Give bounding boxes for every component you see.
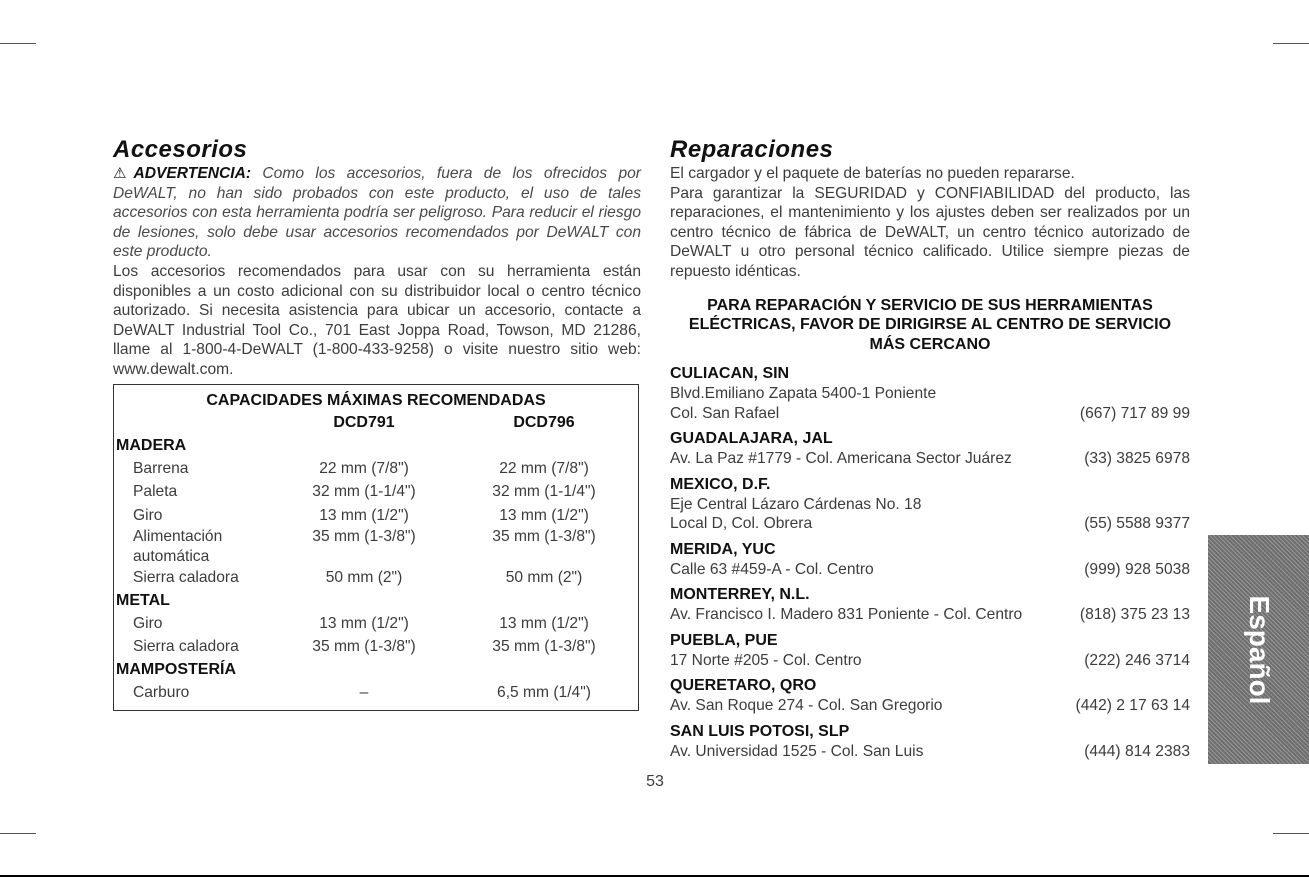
accessories-warning <box>113 164 641 262</box>
service-heading: PARA REPARACIÓN Y SERVICIO DE SUS HERRAMIENTAS ELÉCTRICAS, FAVOR DE DIRIGIRSE AL CENTRO DE SERVICIO MÁS CERCANO <box>688 296 1172 353</box>
location-name: MERIDA, YUC <box>670 540 776 558</box>
accessories-body: Los accesorios recomendados para usar con su herramienta están disponibles a un costo adicional con su distribuidor local o centro técnico autorizado. Si necesita asistencia para ubicar un accesorio, contacte a DeWALT Industrial Tool Co., 701 East Joppa Road, Towson, MD 21286, llame al 1-800-4-DeWALT (1-800-433-9258) o visite nuestro sitio web: www.dewalt.com. <box>113 262 641 378</box>
service-location: QUERETARO, QRO Av. San Roque 274 - Col. San Gregorio (442) 2 17 63 14 <box>670 677 1190 715</box>
table-row: Giro 13 mm (1/2") 13 mm (1/2") <box>133 614 589 632</box>
table-row: Sierra caladora 35 mm (1-3/8") 35 mm (1-3/8") <box>133 638 596 656</box>
service-location: MONTERREY, N.L. Av. Francisco I. Madero 831 Poniente - Col. Centro (818) 375 23 13 <box>670 586 1190 624</box>
location-phone: (222) 246 3714 <box>1084 651 1190 669</box>
table-group-metal: METAL <box>116 591 170 609</box>
service-location: SAN LUIS POTOSI, SLP Av. Universidad 1525 - Col. San Luis (444) 814 2383 <box>670 722 1190 760</box>
crop-mark-bottom-left <box>0 833 36 834</box>
table-row: Alimentación automática 35 mm (1-3/8") 35 mm (1-3/8") <box>133 528 596 565</box>
repairs-section <box>670 136 1190 761</box>
service-location: GUADALAJARA, JAL Av. La Paz #1779 - Col. Americana Sector Juárez (33) 3825 6978 <box>670 430 1190 468</box>
capacities-table-models <box>114 411 638 435</box>
location-name: CULIACAN, SIN <box>670 365 790 383</box>
crop-mark-bottom-right <box>1273 833 1309 834</box>
service-location: CULIACAN, SIN Blvd.Emiliano Zapata 5400-1 Poniente Col. San Rafael (667) 717 89 99 <box>670 365 1190 422</box>
location-name: QUERETARO, QRO <box>670 677 817 695</box>
warning-label: ADVERTENCIA: <box>133 165 252 182</box>
service-location: MEXICO, D.F. Eje Central Lázaro Cárdenas No. 18 Local D, Col. Obrera (55) 5588 9377 <box>670 475 1190 533</box>
table-group-madera: MADERA <box>116 436 187 454</box>
location-phone: (667) 717 89 99 <box>1079 404 1190 422</box>
repairs-paragraph-1: El cargador y el paquete de baterías no pueden repararse. <box>670 165 1075 182</box>
location-name: PUEBLA, PUE <box>670 631 778 649</box>
language-side-tab-label: Español <box>1243 595 1275 704</box>
warning-triangle-icon: ⚠ <box>113 165 134 182</box>
location-phone: (33) 3825 6978 <box>1084 450 1190 468</box>
table-row: Barrena 22 mm (7/8") 22 mm (7/8") <box>133 459 589 477</box>
table-row: Sierra caladora 50 mm (2") 50 mm (2") <box>133 569 583 587</box>
table-group-mamposteria: MAMPOSTERÍA <box>116 660 236 678</box>
model-header-2: DCD796 <box>513 413 575 431</box>
location-name: MONTERREY, N.L. <box>670 586 810 604</box>
service-location: PUEBLA, PUE 17 Norte #205 - Col. Centro (222) 246 3714 <box>670 631 1190 669</box>
accessories-section <box>113 136 641 711</box>
location-phone: (999) 928 5038 <box>1084 560 1190 578</box>
repairs-paragraph-2: Para garantizar la SEGURIDAD y CONFIABILIDAD del producto, las reparaciones, el mantenimiento y los ajustes deben ser realizados por un centro técnico de fábrica de DeWALT, un centro técnico autorizado de DeWALT u otro personal técnico calificado. Utilice siempre piezas de repuesto idénticas. <box>670 184 1190 280</box>
service-location: MERIDA, YUC Calle 63 #459-A - Col. Centro (999) 928 5038 <box>670 540 1190 578</box>
location-phone: (444) 814 2383 <box>1084 742 1190 760</box>
warning-text: Como los accesorios, fuera de los ofrecidos por DeWALT, no han sido probados con este producto, el uso de tales accesorios con esta herramienta podría ser peligroso. Para reducir el riesgo de lesiones, solo debe usar accesorios recomendados por DeWALT con este producto. <box>113 165 641 261</box>
location-phone: (818) 375 23 13 <box>1079 606 1190 624</box>
table-row: Paleta 32 mm (1-1/4") 32 mm (1-1/4") <box>133 483 596 501</box>
location-phone: (442) 2 17 63 14 <box>1075 697 1190 715</box>
location-name: MEXICO, D.F. <box>670 475 771 493</box>
model-header-1: DCD791 <box>333 413 395 431</box>
location-name: SAN LUIS POTOSI, SLP <box>670 722 850 740</box>
table-row: Carburo – 6,5 mm (1/4") <box>133 683 591 701</box>
page-number: 53 <box>646 773 664 790</box>
accessories-title: Accesorios <box>113 136 248 163</box>
table-row: Giro 13 mm (1/2") 13 mm (1/2") <box>133 506 589 524</box>
capacities-table-title: CAPACIDADES MÁXIMAS RECOMENDADAS <box>206 391 546 409</box>
repairs-title: Reparaciones <box>670 136 834 163</box>
location-phone: (55) 5588 9377 <box>1084 515 1190 533</box>
language-side-tab <box>1208 535 1309 764</box>
crop-mark-top-left <box>0 43 36 44</box>
capacities-table <box>113 384 639 712</box>
crop-mark-top-right <box>1273 43 1309 44</box>
location-name: GUADALAJARA, JAL <box>670 430 833 448</box>
